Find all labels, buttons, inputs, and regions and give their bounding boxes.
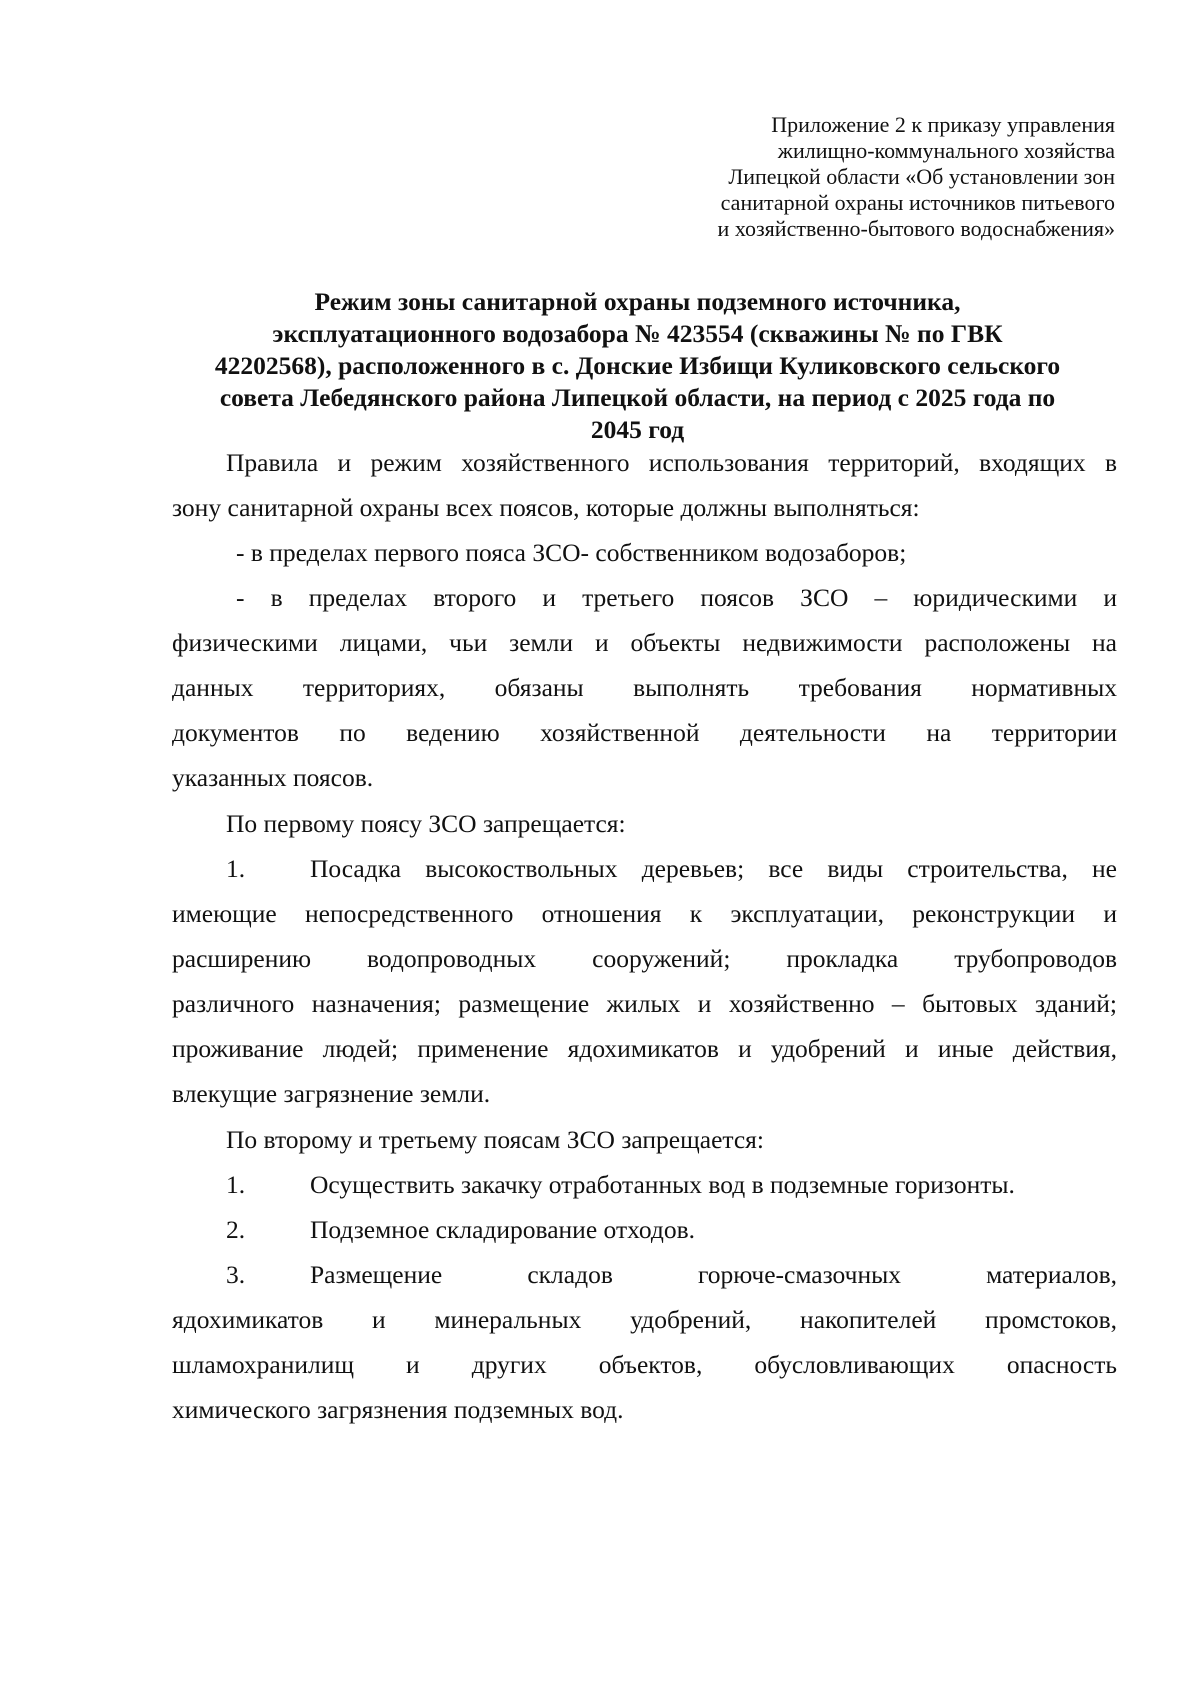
title-line: совета Лебедянского района Липецкой области, на период с 2025 года по [219, 383, 1056, 412]
list-item-line: шламохранилищ и других объектов, обусловливающих опасность [172, 1350, 1117, 1379]
numbered-row [172, 1252, 1117, 1297]
list-item-line: химического загрязнения подземных вод. [172, 1395, 624, 1424]
appendix-header-line: Приложение 2 к приказу управления [771, 112, 1115, 137]
list-item-line: Посадка высокоствольных деревьев; все виды строительства, не [310, 854, 1117, 883]
list-item-line: - в пределах второго и третьего поясов ЗСО – юридическими и [236, 583, 1117, 612]
title-line: эксплуатационного водозабора № 423554 (скважины № по ГВК [272, 319, 1003, 348]
item-number: 1. [226, 854, 246, 883]
belt23-heading [172, 1117, 1117, 1162]
document-title [150, 286, 1125, 446]
appendix-header-line: жилищно-коммунального хозяйства [777, 138, 1115, 163]
belt23-item-3 [172, 1252, 1117, 1432]
numbered-row [172, 846, 1117, 891]
item-number: 3. [226, 1260, 246, 1289]
list-item-line: Подземное складирование отходов. [310, 1215, 696, 1244]
paragraph-line: зону санитарной охраны всех поясов, которые должны выполняться: [172, 493, 920, 522]
belt1-item-1 [172, 846, 1117, 1116]
list-item-line: Размещение складов горюче-смазочных материалов, [310, 1260, 1117, 1289]
appendix-header-line: санитарной охраны источников питьевого [720, 190, 1115, 215]
belt23-item-2 [172, 1207, 1117, 1252]
belt23-item-1 [172, 1162, 1117, 1207]
list-item-line: влекущие загрязнение земли. [172, 1079, 491, 1108]
appendix-header [560, 112, 1115, 242]
list-item-line: проживание людей; применение ядохимикатов и удобрений и иные действия, [172, 1034, 1117, 1063]
item-number: 1. [226, 1170, 246, 1199]
belt1-heading [172, 801, 1117, 846]
intro-paragraph [172, 440, 1117, 530]
paragraph-line: Правила и режим хозяйственного использования территорий, входящих в [226, 448, 1117, 477]
numbered-row [172, 1162, 1117, 1207]
list-item-line: указанных поясов. [172, 763, 374, 792]
list-item-line: данных территориях, обязаны выполнять требования нормативных [172, 673, 1117, 702]
section-heading: По второму и третьему поясам ЗСО запрещается: [226, 1125, 764, 1154]
appendix-header-line: и хозяйственно-бытового водоснабжения» [717, 216, 1115, 241]
appendix-header-line: Липецкой области «Об установлении зон [728, 164, 1115, 189]
list-item-line: - в пределах первого пояса ЗСО- собственником водозаборов; [236, 538, 907, 567]
title-line: Режим зоны санитарной охраны подземного источника, [314, 287, 961, 316]
list-item-line: различного назначения; размещение жилых и хозяйственно – бытовых зданий; [172, 989, 1117, 1018]
list-item-line: ядохимикатов и минеральных удобрений, накопителей промстоков, [172, 1305, 1117, 1334]
item-number: 2. [226, 1215, 246, 1244]
list-item-line: физическими лицами, чьи земли и объекты недвижимости расположены на [172, 628, 1117, 657]
intro-list-item-2 [172, 575, 1117, 800]
section-heading: По первому поясу ЗСО запрещается: [226, 809, 626, 838]
list-item-line: расширению водопроводных сооружений; прокладка трубопроводов [172, 944, 1117, 973]
title-line: 42202568), расположенного в с. Донские Избищи Куликовского сельского [214, 351, 1061, 380]
list-item-line: имеющие непосредственного отношения к эксплуатации, реконструкции и [172, 899, 1117, 928]
title-line: 2045 год [590, 415, 685, 444]
list-item-line: Осуществить закачку отработанных вод в подземные горизонты. [310, 1170, 1015, 1199]
intro-list-item-1 [172, 530, 1117, 575]
numbered-row [172, 1207, 1117, 1252]
list-item-line: документов по ведению хозяйственной деятельности на территории [172, 718, 1117, 747]
